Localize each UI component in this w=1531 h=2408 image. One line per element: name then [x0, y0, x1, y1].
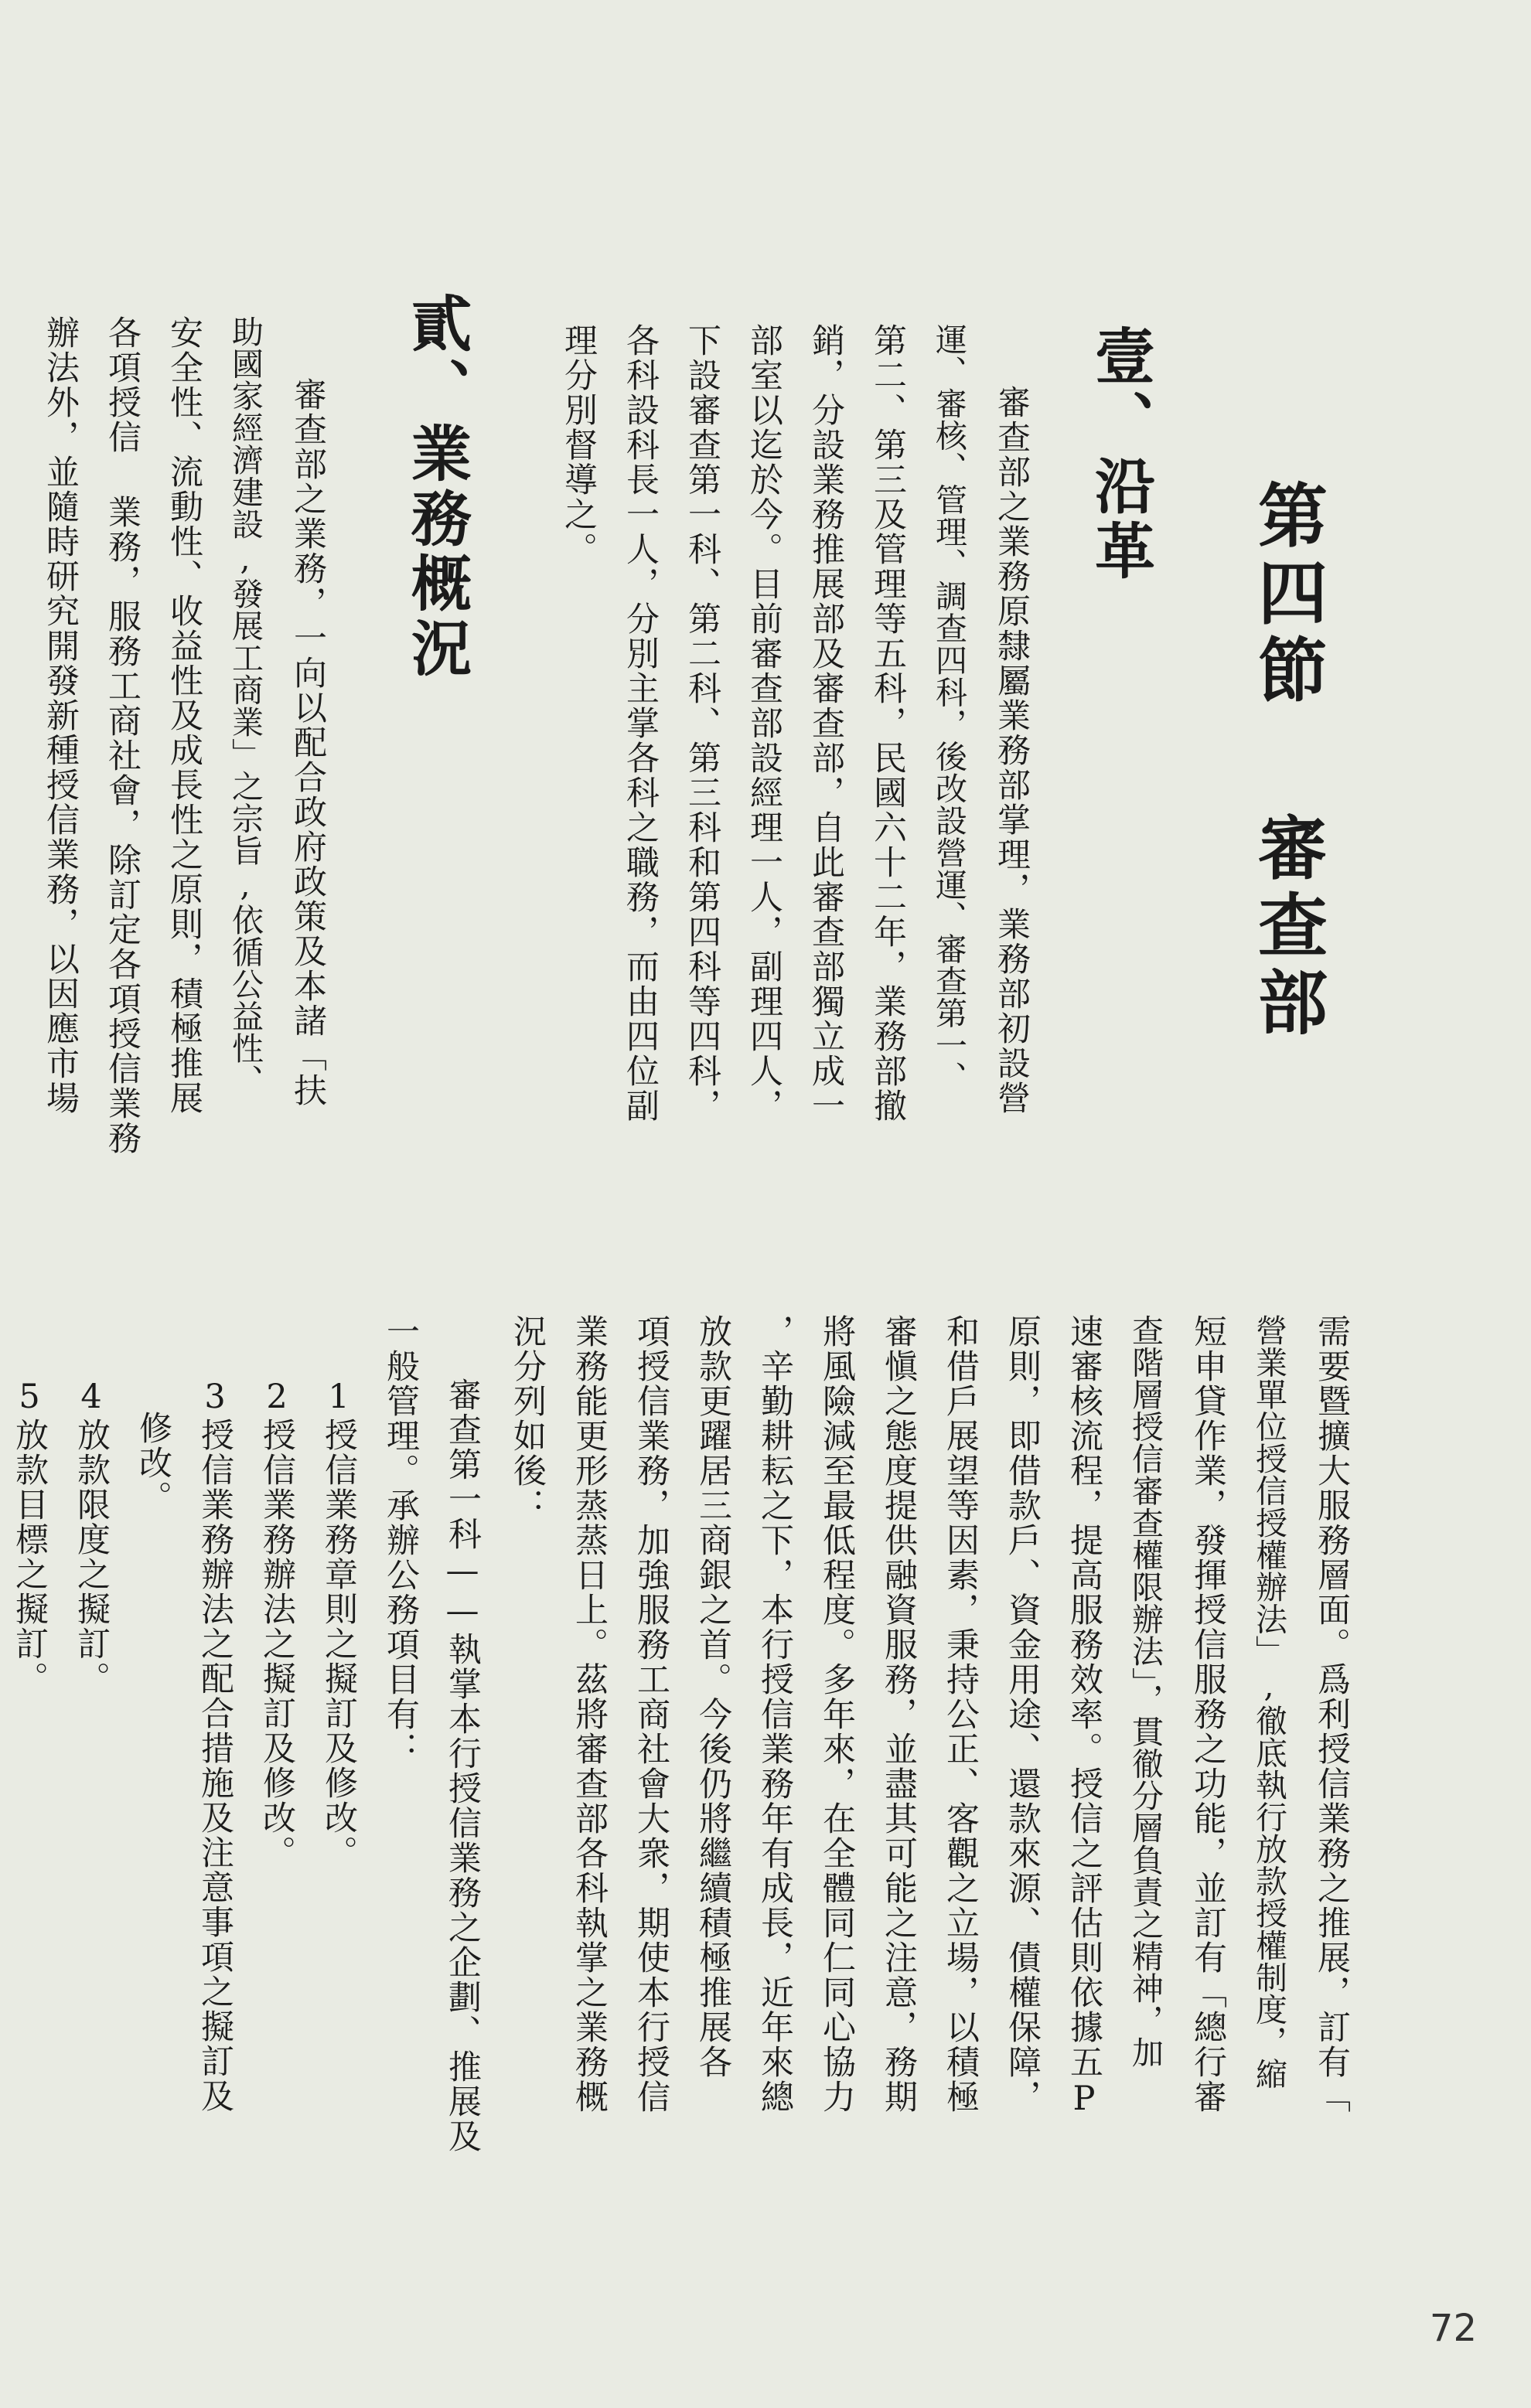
history-line-1: 審查部之業務原隸屬業務部掌理，業務部初設營: [992, 385, 1031, 1115]
section-one-line-1: 審查第一科——執掌本行授信業務之企劃、推展及: [443, 1378, 482, 2154]
history-line-7: 各科設科長一人，分別主掌各科之職務，而由四位副: [621, 323, 660, 1123]
section-one-line-3: 1授信業務章則之擬訂及修改。: [319, 1378, 358, 1870]
section-title-part2: 審查部: [1246, 812, 1327, 1044]
business-cont-line-1: 需要暨擴大服務層面。爲利授信業務之推展，訂有「: [1312, 1314, 1351, 2114]
history-line-6: 下設審查第一科、第二科、第三科和第四科等四科，: [683, 323, 721, 1123]
business-cont-line-2: 營業單位授信授權辦法」,徹底執行放款授權制度，縮: [1250, 1314, 1287, 2090]
section-one-line-4: 2授信業務辦法之擬訂及修改。: [257, 1378, 296, 1870]
business-cont-line-5: 速審核流程，提高服務效率。授信之評估則依據五P: [1065, 1314, 1103, 2120]
business-heading: 貳、業務概況: [401, 292, 471, 682]
business-line-4: 各項授信 業務，服務工商社會，除訂定各項授信業務: [103, 315, 142, 1156]
section-one-line-6: 修改。: [134, 1411, 172, 1515]
business-cont-line-4: 查階層授信審查權限辦法」，貫徹分層負責之精神，加: [1127, 1314, 1164, 2069]
business-cont-line-8: 審愼之態度提供融資服務，並盡其可能之注意，務期: [879, 1314, 918, 2114]
history-line-3: 第二、第三及管理等五科，民國六十二年，業務部撤: [868, 323, 907, 1123]
history-line-8: 理分別督導之。: [559, 323, 598, 567]
page-number: 72: [1429, 2307, 1477, 2350]
section-one-line-5: 3授信業務辦法之配合措施及注意事項之擬訂及: [196, 1378, 234, 2113]
section-one-line-2: 一般管理。承辦公務項目有：: [381, 1314, 420, 1766]
business-cont-line-7: 和借戶展望等因素，秉持公正、客觀之立場，以積極: [941, 1314, 980, 2114]
history-heading: 壹、沿革: [1085, 325, 1154, 584]
business-cont-line-3: 短申貸作業，發揮授信服務之功能，並訂有「總行審: [1188, 1314, 1227, 2114]
business-line-3: 安全性、流動性、收益性及成長性之原則，積極推展: [165, 315, 203, 1115]
business-cont-line-9: 將風險減至最低程度。多年來，在全體同仁同心協力: [817, 1314, 856, 2114]
business-cont-line-6: 原則，即借款戶、資金用途、還款來源、債權保障，: [1003, 1314, 1042, 2114]
business-cont-line-13: 業務能更形蒸蒸日上。茲將審查部各科執掌之業務概: [570, 1314, 609, 2114]
business-cont-line-12: 項授信業務，加強服務工商社會大衆，期使本行授信: [632, 1314, 670, 2114]
business-cont-line-10: ，辛勤耕耘之下，本行授信業務年有成長，近年來總: [755, 1314, 794, 2114]
history-line-4: 銷，分設業務推展部及審查部，自此審查部獨立成一: [806, 323, 845, 1123]
section-title: [1236, 479, 1336, 1044]
section-title-part1: 第四節: [1246, 479, 1327, 711]
business-line-5: 辦法外，並隨時研究開發新種授信業務，以因應市場: [41, 315, 80, 1115]
business-cont-line-11: 放款更躍居三商銀之首。今後仍將繼續積極推展各: [694, 1314, 732, 2079]
business-cont-line-14: 況分列如後：: [508, 1314, 547, 1523]
section-one-line-7: 4放款限度之擬訂。: [72, 1378, 111, 1696]
section-one-line-8: 5放款目標之擬訂。: [10, 1378, 49, 1696]
business-line-2: 助國家經濟建設,發展工商業」之宗旨,依循公益性、: [227, 315, 264, 1096]
history-line-2: 運、審核、管理、調查四科，後改設營運、審查第一、: [930, 323, 967, 1093]
business-line-1: 審查部之業務，一向以配合政府政策及本諸「扶: [288, 377, 327, 1108]
history-line-5: 部室以迄於今。目前審查部設經理一人，副理四人，: [745, 323, 783, 1123]
